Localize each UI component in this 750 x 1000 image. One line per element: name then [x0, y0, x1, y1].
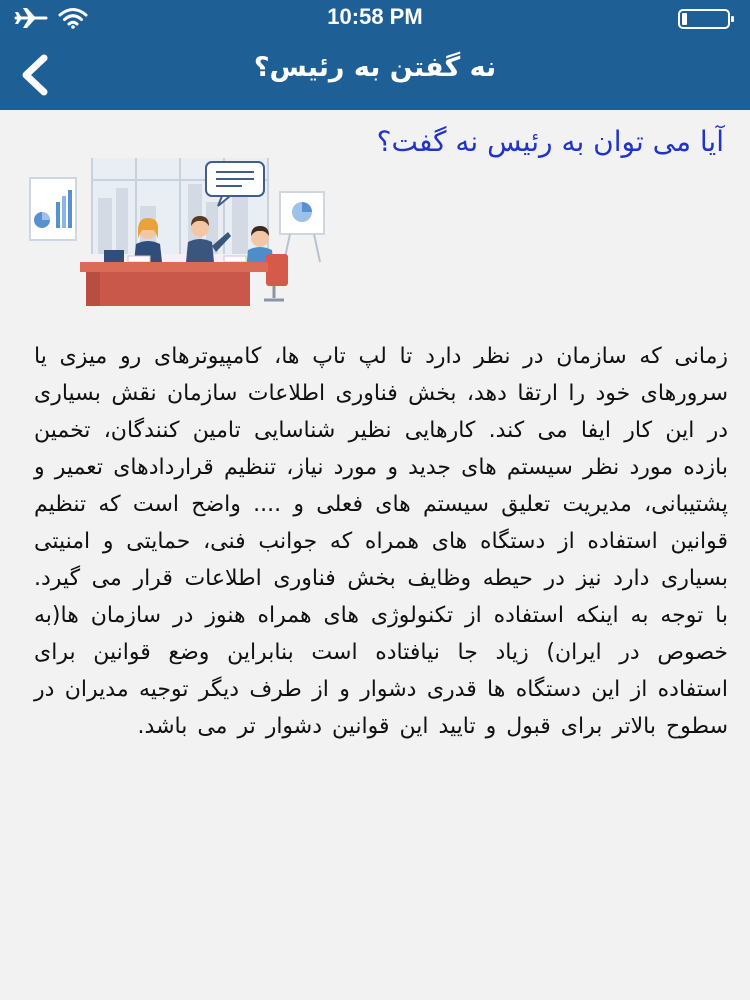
page-title: نه گفتن به رئیس؟: [253, 52, 497, 83]
back-button[interactable]: [14, 50, 58, 100]
nav-bar: [0, 40, 750, 110]
chevron-left-icon: [14, 50, 58, 100]
article-title: آیا می توان به رئیس نه گفت؟: [376, 125, 724, 158]
business-meeting-illustration: [28, 158, 332, 306]
status-time: 10:58 PM: [327, 4, 423, 29]
article-body: زمانی که سازمان در نظر دارد تا لپ تاپ ها، کامپیوترهای رو میزی یا سرورهای خود را ارتقا دهد، بخش فناوری اطلاعات سازمان نقش بسیاری در این کار ایفا می کند. کارهایی نظیر شناسایی تامین کنندگان، تخمین بازده مورد نظر سیستم های جدید و مورد نیاز، تنظیم قراردادهای تعمیر و پشتیبانی، مدیریت تعلیق سیستم های فعلی و .... واضح است که تنظیم قوانین استفاده از دستگاه های همراه که جوانب فنی، حمایتی و امنیتی بسیاری دارد نیز در حیطه وظایف بخش فناوری اطلاعات قرار می گیرد. با توجه به اینکه استفاده از تکنولوژی های همراه هنوز در سازمان ها(به خصوص در ایران) زیاد جا نیافتاده است بنابراین وضع قوانین برای استفاده از این دستگاه ها قدری دشوار و از طرف دیگر توجیه مدیران در سطوح بالاتر برای قبول و تایید این قوانین دشوار تر می باشد.: [34, 344, 728, 739]
article-content: [0, 110, 750, 1000]
app-header: [0, 0, 750, 110]
status-bar: [0, 0, 750, 36]
battery-icon: [678, 9, 736, 29]
